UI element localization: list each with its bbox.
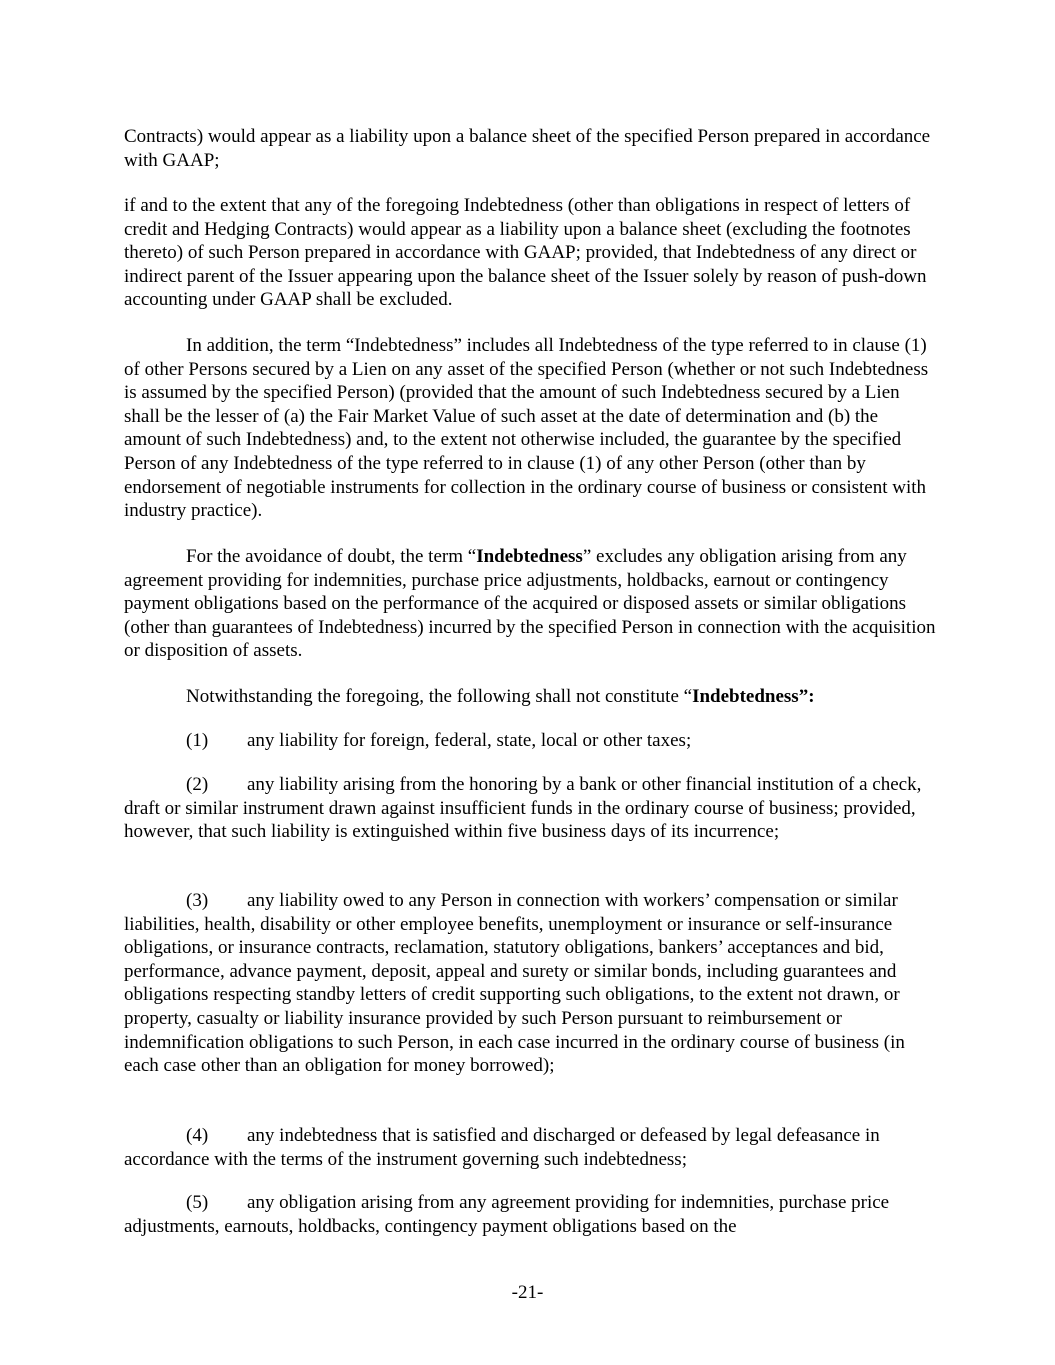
defined-term-indebtedness-2: Indebtedness”:	[692, 686, 815, 707]
item-number: (4)	[186, 1125, 209, 1146]
list-item-2	[124, 773, 936, 844]
paragraph-notwithstanding	[124, 685, 936, 709]
item-text: any liability owed to any Person in connection with workers’ compensation or similar liabilities, health, disability or other employee benefits, unemployment or insurance or self-insurance obligations, or insurance contracts, reclamation, statutory obligations, bankers’ acceptances and bid, performance, advance payment, deposit, appeal and surety or similar bonds, including guarantees and obligations respecting standby letters of credit supporting such obligations, to the extent not drawn, or property, casualty or liability insurance provided by such Person pursuant to reimbursement or indemnification obligations to such Person, in each case incurred in the ordinary course of business (in each case other than an obligation for money borrowed);	[124, 890, 905, 1077]
list-item-4	[124, 1124, 936, 1171]
item-number: (2)	[186, 774, 209, 795]
paragraph-avoidance-of-doubt	[124, 545, 936, 663]
item-number: (1)	[186, 730, 209, 751]
item-text: any liability for foreign, federal, state, local or other taxes;	[247, 730, 692, 751]
list-item-1	[124, 729, 936, 753]
item-text: any liability arising from the honoring by a bank or other financial institution of a check, draft or similar instrument drawn against insufficient funds in the ordinary course of business; provided, however, that such liability is extinguished within five business days of its incurrence;	[124, 774, 922, 843]
paragraph-gaap-proviso: if and to the extent that any of the foregoing Indebtedness (other than obligations in respect of letters of credit and Hedging Contracts) would appear as a liability upon a balance sheet (excluding the footnotes thereto) of such Person prepared in accordance with GAAP; provided, that Indebtedness of any direct or indirect parent of the Issuer appearing upon the balance sheet of the Issuer solely by reason of push-down accounting under GAAP shall be excluded.	[124, 195, 927, 311]
defined-term-indebtedness: Indebtedness	[476, 546, 583, 567]
page-number: -21-	[511, 1282, 544, 1303]
paragraph-in-addition	[124, 334, 936, 523]
paragraph-continuation: Contracts) would appear as a liability upon a balance sheet of the specified Person prepared in accordance with GAAP;	[124, 126, 931, 171]
list-item-3	[124, 889, 936, 1078]
p4-text-post: ” excludes any obligation arising from any agreement providing for indemnities, purchase price adjustments, holdbacks, earnout or contingency payment obligations based on the performance of the acquired or disposed assets or similar obligations (other than guarantees of Indebtedness) incurred by the specified Person in connection with the acquisition or disposition of assets.	[124, 546, 936, 662]
item-number: (3)	[186, 890, 209, 911]
p5-text-pre: Notwithstanding the foregoing, the following shall not constitute “	[186, 686, 693, 707]
p4-text-pre: For the avoidance of doubt, the term “	[186, 546, 477, 567]
item-number: (5)	[186, 1192, 209, 1213]
paragraph-in-addition-text: In addition, the term “Indebtedness” includes all Indebtedness of the type referred to in clause (1) of other Persons secured by a Lien on any asset of the specified Person (whether or not such Indebtedness is assumed by the specified Person) (provided that the amount of such Indebtedness secured by a Lien shall be the lesser of (a) the Fair Market Value of such asset at the date of determination and (b) the amount of such Indebtedness) and, to the extent not otherwise included, the guarantee by the specified Person of any Indebtedness of the type referred to in clause (1) of any other Person (other than by endorsement of negotiable instruments for collection in the ordinary course of business or consistent with industry practice).	[124, 335, 929, 522]
list-item-5	[124, 1191, 936, 1238]
item-text: any indebtedness that is satisfied and discharged or defeased by legal defeasance in accordance with the terms of the instrument governing such indebtedness;	[124, 1125, 880, 1170]
item-text: any obligation arising from any agreement providing for indemnities, purchase price adjustments, earnouts, holdbacks, contingency payment obligations based on the	[124, 1192, 890, 1237]
